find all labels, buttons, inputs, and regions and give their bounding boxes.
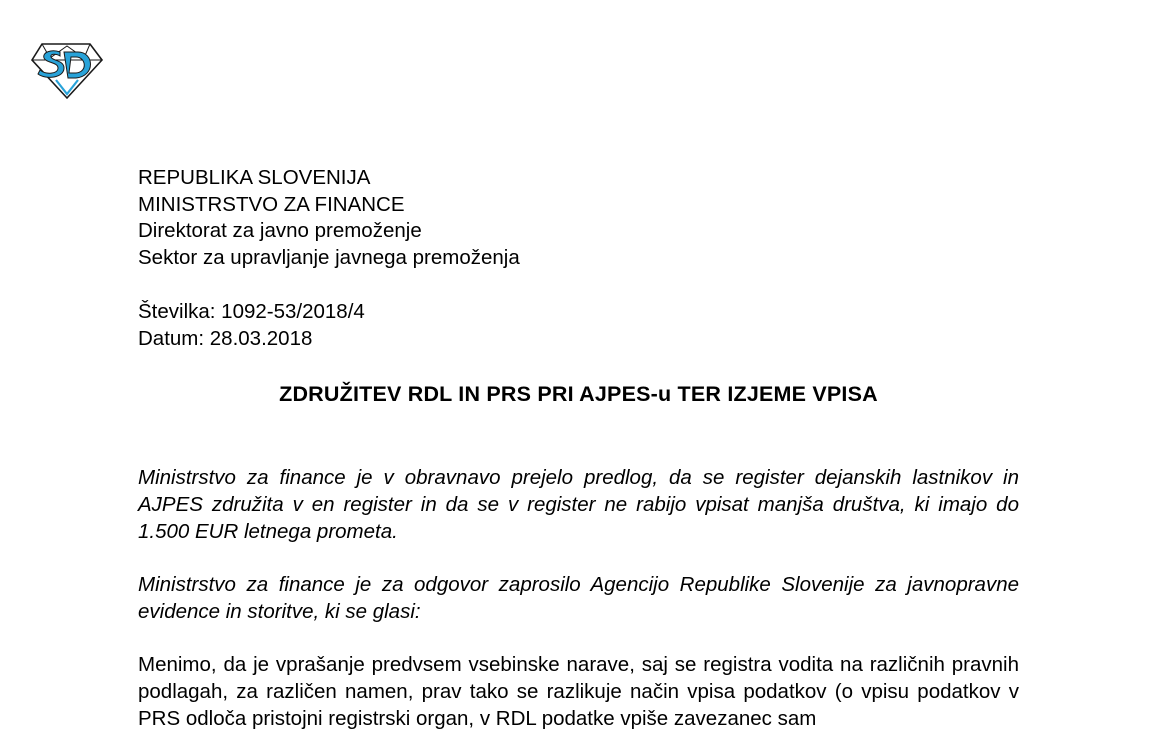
paragraph-request: Ministrstvo za finance je za odgovor zaprosilo Agencijo Republike Slovenije za javnopravne evidence in storitve, ki se glasi:: [138, 573, 1019, 623]
document-title: ZDRUŽITEV RDL IN PRS PRI AJPES-u TER IZJEME VPISA: [279, 382, 878, 406]
sd-diamond-logo-icon: [30, 40, 104, 100]
sd-logo: [30, 40, 104, 100]
paragraph-proposal: Ministrstvo za finance je v obravnavo prejelo predlog, da se register dejanskih lastnikov in AJPES združita v en register in da se v register ne rabijo vpisat manjša društva, ki imajo do 1.500 EUR letnega prometa.: [138, 466, 1019, 543]
issuer-header: [138, 165, 520, 271]
issuer-ministry: MINISTRSTVO ZA FINANCE: [138, 192, 405, 216]
document-number: Številka: 1092-53/2018/4: [138, 300, 365, 323]
issuer-country: REPUBLIKA SLOVENIJA: [138, 166, 371, 189]
document-date: Datum: 28.03.2018: [138, 327, 313, 350]
paragraph-response: Menimo, da je vprašanje predvsem vsebinske narave, saj se registra vodita na različnih pravnih podlagah, za različen namen, prav tako se razlikuje način vpisa podatkov (o vpisu podatkov v PRS odloča pristojni registrski organ, v RDL podatke vpiše zavezanec sam: [138, 653, 1019, 730]
document-meta: [138, 298, 365, 352]
issuer-sector: Sektor za upravljanje javnega premoženja: [138, 245, 520, 269]
issuer-directorate: Direktorat za javno premoženje: [138, 219, 422, 243]
